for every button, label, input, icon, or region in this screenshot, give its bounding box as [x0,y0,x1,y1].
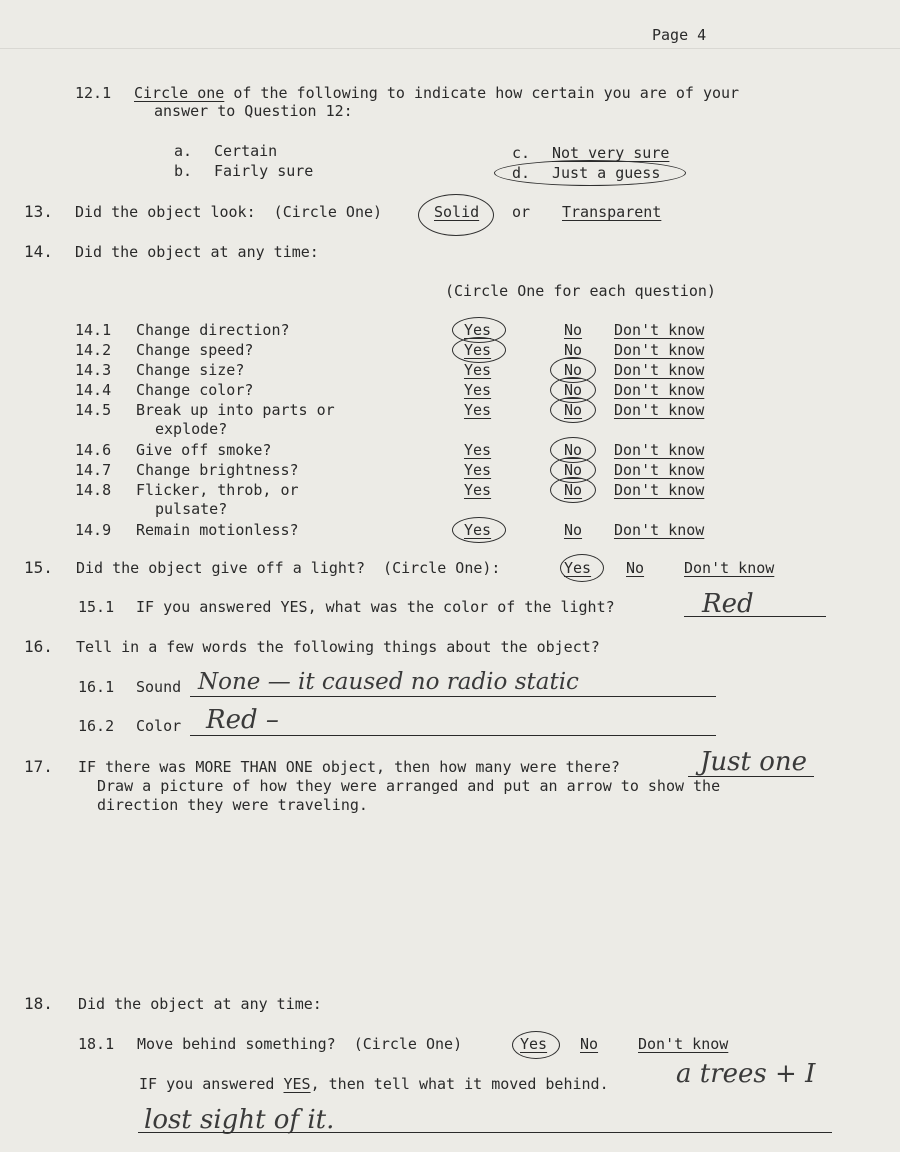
q14-item-yes: Yes [464,401,492,419]
q17-text-line3: direction they were traveling. [97,796,368,814]
q14-item-no: No [564,361,583,379]
q13-number: 13. [24,202,53,221]
q14-item-question: Change speed? [136,341,254,359]
q14-answer-circle [550,397,596,423]
q14-item-question-cont: pulsate? [155,500,228,518]
page-number: Page 4 [652,26,707,44]
q14-item-yes: Yes [464,361,492,379]
q14-item-question: Flicker, throb, or [136,481,299,499]
q18-answer-line [138,1132,832,1133]
q14-item-question: Break up into parts or [136,401,335,419]
q16-1-answer-line [190,696,716,697]
q14-item-question: Change size? [136,361,245,379]
q15-number: 15. [24,558,53,577]
q14-item-dont-know: Don't know [614,321,705,339]
opt-d: Just a guess [552,164,661,182]
q14-item-yes: Yes [464,381,492,399]
q14-item-dont-know: Don't know [614,441,705,459]
q18-1-number: 18.1 [78,1035,115,1053]
opt-b-letter: b. [174,162,193,180]
q14-item-number: 14.1 [75,321,112,339]
q14-item-no: No [564,401,583,419]
q14-item-question-cont: explode? [155,420,228,438]
q12-1-text-line2: answer to Question 12: [154,102,353,120]
q14-item-number: 14.5 [75,401,112,419]
q14-item-yes: Yes [464,441,492,459]
q18-follow-a: IF you answered [139,1075,284,1093]
q15-1-text: IF you answered YES, what was the color of the light? [136,598,615,616]
q13-text: Did the object look: (Circle One) [75,203,383,221]
q14-item-question: Change direction? [136,321,290,339]
answer-circle-18-yes [512,1031,560,1059]
q14-instruction: (Circle One for each question) [445,282,716,300]
q14-item-no: No [564,481,583,499]
q14-item-yes: Yes [464,321,492,339]
q14-item-dont-know: Don't know [614,401,705,419]
q14-item-number: 14.3 [75,361,112,379]
q18-1-follow-up [139,1075,609,1093]
q17-answer: Just one [700,747,808,777]
opt-a: Certain [214,142,278,160]
q14-item-no: No [564,381,583,399]
q14-item-number: 14.6 [75,441,112,459]
q17-number: 17. [24,757,53,776]
q14-answer-circle [452,517,506,543]
page-top-edge [0,48,900,49]
answer-circle-d [494,160,686,186]
q15-dont-know: Don't know [684,559,775,577]
q14-item-question: Give off smoke? [136,441,272,459]
q16-2-number: 16.2 [78,717,115,735]
q18-answer-line2: lost sight of it. [144,1105,335,1135]
q12-1-text-rest: of the following to indicate how certain you are of your [224,84,740,102]
q14-answer-circle [550,477,596,503]
q12-1-number: 12.1 [75,84,112,102]
q14-item-yes: Yes [464,461,492,479]
q18-follow-b: , then tell what it moved behind. [310,1075,609,1093]
q16-2-label: Color [136,717,182,735]
q14-item-question: Change color? [136,381,254,399]
q14-item-yes: Yes [464,341,492,359]
q16-1-answer: None — it caused no radio static [198,669,579,695]
q13-solid: Solid [434,203,480,221]
q14-item-number: 14.7 [75,461,112,479]
q14-item-dont-know: Don't know [614,461,705,479]
opt-b: Fairly sure [214,162,314,180]
opt-c-letter: c. [512,144,531,162]
q18-number: 18. [24,994,53,1013]
q14-answer-circle [452,337,506,363]
q14-item-no: No [564,341,583,359]
q15-no: No [626,559,645,577]
answer-circle-15-yes [560,554,604,582]
answer-circle-solid [418,194,494,236]
q14-number: 14. [24,242,53,261]
q14-item-question: Change brightness? [136,461,299,479]
q14-text: Did the object at any time: [75,243,319,261]
q18-1-text: Move behind something? (Circle One) [137,1035,463,1053]
q13-or: or [512,203,531,221]
q18-follow-yes: YES [283,1075,311,1093]
q14-item-no: No [564,461,583,479]
q14-item-dont-know: Don't know [614,341,705,359]
q15-1-answer: Red [702,589,754,619]
q12-1-circle-one: Circle one [134,84,225,102]
q16-2-answer: Red – [206,705,279,735]
q16-text: Tell in a few words the following things about the object? [76,638,600,656]
q15-yes: Yes [564,559,592,577]
q18-1-yes: Yes [520,1035,548,1053]
q14-item-dont-know: Don't know [614,381,705,399]
q14-item-number: 14.8 [75,481,112,499]
q12-1-text [134,84,739,102]
q14-item-dont-know: Don't know [614,361,705,379]
q15-text: Did the object give off a light? (Circle One): [76,559,501,577]
q14-item-number: 14.9 [75,521,112,539]
opt-c: Not very sure [552,144,670,162]
q14-item-number: 14.4 [75,381,112,399]
q18-1-dont-know: Don't know [638,1035,729,1053]
q14-item-yes: Yes [464,481,492,499]
q14-item-no: No [564,321,583,339]
q15-1-number: 15.1 [78,598,115,616]
q14-item-question: Remain motionless? [136,521,299,539]
q16-1-number: 16.1 [78,678,115,696]
q16-1-label: Sound [136,678,182,696]
q14-item-no: No [564,521,583,539]
q16-2-answer-line [190,735,716,736]
q18-answer-line1: a trees + I [676,1059,816,1089]
q17-text-line1: IF there was MORE THAN ONE object, then how many were there? [78,758,620,776]
q17-text-line2: Draw a picture of how they were arranged and put an arrow to show the [97,777,721,795]
opt-d-letter: d. [512,164,531,182]
q18-text: Did the object at any time: [78,995,322,1013]
opt-a-letter: a. [174,142,193,160]
q14-item-dont-know: Don't know [614,481,705,499]
q14-item-no: No [564,441,583,459]
q13-transparent: Transparent [562,203,662,221]
q16-number: 16. [24,637,53,656]
q18-1-no: No [580,1035,599,1053]
q14-item-dont-know: Don't know [614,521,705,539]
q14-item-number: 14.2 [75,341,112,359]
q14-item-yes: Yes [464,521,492,539]
